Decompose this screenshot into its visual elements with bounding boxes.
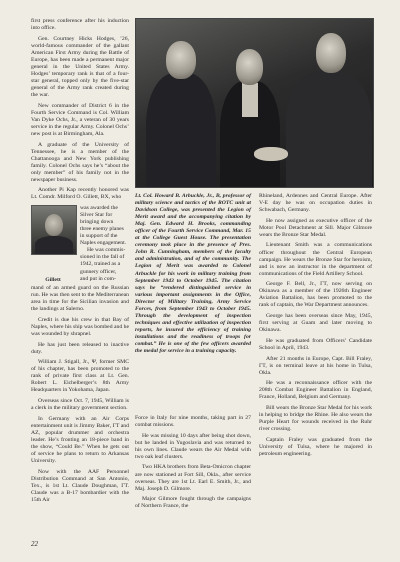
paragraph: first press conference after his induction into office.: [31, 18, 129, 32]
gillett-wrap-block: [31, 205, 129, 285]
paragraph: A graduate of the University of Tennessee, he is a member of the Chattanooga and New York publishing family. Colonel Ochs says he’s “about the only member” of his family not in the newspaper business.: [31, 141, 129, 183]
wrap-line: was awarded the: [80, 205, 118, 212]
wrap-line: Silver Star for: [80, 212, 113, 219]
wrap-line: and put in com-: [80, 275, 116, 282]
paragraph: Now with the AAF Personnel Distribution Command at San Antonio, Tex., is 1st Lt. Claude Doughman, ΓΤ. Claude was a B-17 bombardier with the 15th Air: [31, 468, 129, 503]
paragraph: William J. Stigall, Jr., Ψ, former SMC of his chapter, has been promoted to the rank of private first class at Lt. Gen. Robert L. Eichelberger’s 8th Army Headquarters in Yokohama, Japan.: [31, 359, 129, 394]
paragraph: Major Gilmore fought through the campaigns of Northern France, the: [135, 496, 251, 510]
paragraph: He was missing 10 days after being shot down, but he landed in Yugoslavia and was returned to his own lines. Claude wears the Air Medal with two oak leaf clusters.: [135, 432, 251, 460]
left-column: [31, 18, 129, 508]
wrap-line: He was commis-: [87, 247, 126, 254]
paragraph: George F. Bell, Jr., ΓΤ, now serving on Okinawa as a member of the 1926th Engineer Aviation Battalion, has been promoted to the rank of captain, the War Department announces.: [259, 281, 372, 309]
paragraph: Another Pi Kap recently honored was Lt. Comdr. Milford O. Gillett, BX, who: [31, 187, 129, 201]
page-number: 22: [31, 540, 38, 548]
paragraph: Force in Italy for nine months, taking part in 27 combat missions.: [135, 415, 251, 429]
gillett-portrait-photo: [31, 205, 77, 255]
paragraph: Lieutenant Smith was a communications officer throughout the Central European campaign. He wears the Bronze Star for heroism, and is now an instructor in the department of communications of the Field Artillery School.: [259, 242, 372, 277]
wrap-line: three enemy planes: [80, 226, 124, 233]
paragraph: Rhineland, Ardennes and Central Europe. After V-E day he was on occupation duties in Schwabach, Germany.: [259, 193, 372, 214]
paragraph: New commander of District 6 in the Fourth Service Command is Col. William Van Dyke Ochs, Jr., a veteran of 30 years service in the regular Army. Colonel Ochs’ new post is at Birmingham, Ala.: [31, 102, 129, 137]
paragraph: Overseas since Oct. 7, 1945, William is a clerk in the military government section.: [31, 398, 129, 412]
paragraph: He was graduated from Officers’ Candidate School in April, 1943.: [259, 337, 372, 351]
paragraph: George has been overseas since May, 1945, first serving at Guam and later moving to Okinawa.: [259, 313, 372, 334]
paragraph: Two HKA brothers from Beta-Omicron chapter are now stationed at Fort Sill, Okla., after service overseas. They are 1st Lt. Earl E. Smith, Jr., and Maj. Joseph D. Gilmore.: [135, 464, 251, 492]
paragraph: He has just been released to inactive duty.: [31, 341, 129, 355]
photo-caption: [135, 193, 251, 355]
right-column: [259, 193, 372, 461]
wrap-line: Naples engagement.: [80, 240, 127, 247]
paragraph: Credit is due his crew in that Bay of Naples, where his ship was bombed and he was wounded by shrapnel.: [31, 316, 129, 337]
paragraph: Gen. Courtney Hicks Hodges, ’26, world-famous commander of the gallant American First Army during the Battle of Europe, has been made a permanent major general in the United States Army. Hodges’ temporary rank is that of a four-star general, topped only by the five-star general of the Army rank created during the war.: [31, 35, 129, 99]
paragraph: Captain Fraley was graduated from the University of Tulsa, where he majored in petroleum engineering.: [259, 436, 372, 457]
wrapped-text: [80, 205, 129, 283]
paragraph: mand of an armed guard on the Russian run. He was then sent to the Mediterranean area in time for the Sicilian invasion and the landings at Salerno.: [31, 285, 129, 313]
paragraph: Bill wears the Bronze Star Medal for his work in helping to bridge the Rhine. He also wears the Purple Heart for wounds received in the Ruhr river crossing.: [259, 404, 372, 433]
caption-text: Lt. Col. Howard B. Arbuckle, Jr., B, professor of military science and tactics of the ROTC unit at Davidson College, was presented the Legion of Merit award and the accompanying citation by Maj. Gen. Edward H. Brooks, commanding officer of the Fourth Service Command, Mar. 15 at the College Guest House. The presentation ceremony took place in the presence of Pres. John R. Cunningham, members of the faculty and administration, and of the community. The Legion of Merit was awarded to Colonel Arbuckle for his work in military training from September 1943 to October 1945. The citation says he “rendered distinguished service in various important assignments in the Office, Director of Military Training, Army Service Forces, from September 1943 to October 1945. Through the development of inspection techniques and effective utilization of inspection reports, he insured the efficiency of training installations and the readiness of troops for combat.” He is one of the few officers awarded the medal for service in a training capacity.: [135, 193, 251, 355]
wrap-line: in support of the: [80, 233, 118, 240]
paragraph: After 21 months in Europe, Capt. Bill Fraley, ΓΤ, is on terminal leave at his home in Tulsa, Okla.: [259, 355, 372, 376]
wrap-line: bringing down: [80, 219, 114, 226]
ceremony-photo: [135, 18, 374, 188]
paragraph: He was a reconnaissance officer with the 208th Combat Engineer Battalion in England, France, Holland, Belgium and Germany.: [259, 380, 372, 401]
gillett-caption: Gillett: [45, 277, 61, 284]
wrap-line: 1942, trained as a: [80, 261, 121, 268]
paragraph: He now assigned as executive officer of the Motor Pool Detachment at Sill. Major Gilmore wears the Bronze Star Medal.: [259, 217, 372, 238]
paragraph: In Germany with an Air Corps entertainment unit is Jimmy Baker, ΓΤ and AZ, popular drummer and orchestra leader. He’s fronting an 18-piece band in the show, “Could Be.” When he gets out of service he plans to return to Arkansas University.: [31, 415, 129, 465]
wrap-line: gunnery officer,: [80, 268, 117, 275]
wrap-line: sioned in the fall of: [80, 254, 125, 261]
gillett-photo-group: [31, 205, 75, 255]
middle-column: [135, 415, 251, 514]
